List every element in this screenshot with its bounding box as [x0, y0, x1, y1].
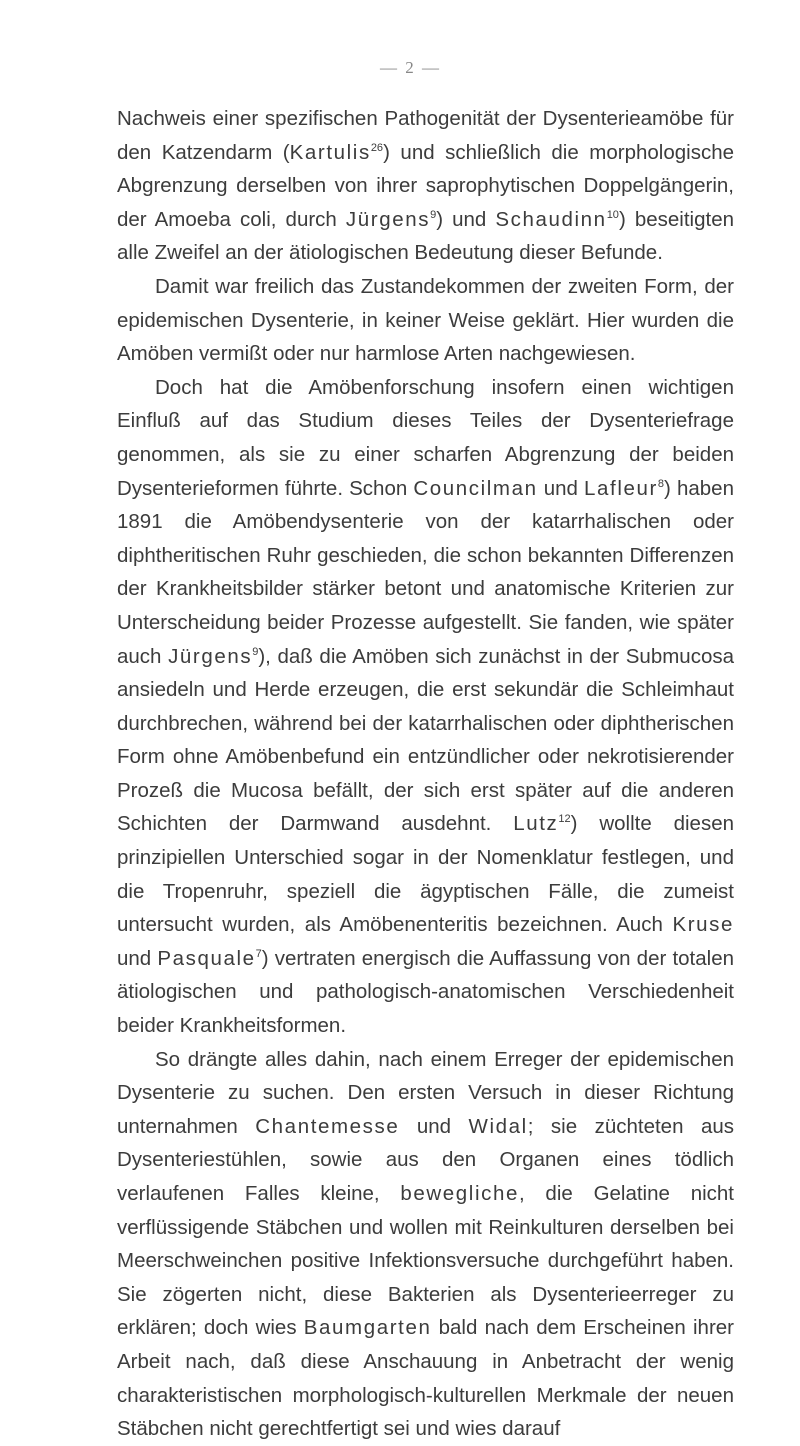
footnote-reference: 7 [255, 947, 262, 960]
paragraph [117, 1043, 734, 1446]
footnote-reference: 10 [606, 208, 619, 221]
text-run: ) vertraten energisch die Auffassung von der totalen ätiologischen und pathologisch-anatomischen Verschiedenheit beider Krankheitsformen. [117, 946, 734, 1038]
text-run: ; sie züchteten aus Dysenteriestühlen, sowie aus den Organen eines tödlich verlaufenen Falles kleine, [117, 1114, 734, 1205]
footnote-reference: 9 [252, 645, 259, 658]
author-name: Councilman [413, 476, 538, 500]
text-run: Damit war freilich das Zustandekommen der zweiten Form, der epidemischen Dysenterie, in keiner Weise geklärt. Hier wurden die Amöben vermißt oder nur harmlose Arten nachgewiesen. [117, 274, 734, 366]
author-name: Jürgens [345, 207, 431, 231]
author-name: Baumgarten [303, 1316, 432, 1340]
page-number: — 2 — [380, 58, 441, 77]
footnote-reference: 26 [370, 141, 384, 154]
author-name: Kartulis [289, 140, 371, 164]
text-run: So drängte alles dahin, nach einem Erreger der epidemischen Dysenterie zu suchen. Den ersten Versuch in dieser Richtung unternahmen [117, 1047, 734, 1138]
paragraph [117, 270, 734, 371]
text-run: ), daß die Amöben sich zunächst in der Submucosa ansiedeln und Herde erzeugen, die erst sekundär die Schleimhaut durchbrechen, während bei der katarrhalischen oder diphtherischen Form ohne Amöbenbefund ein entzündlicher oder nekrotisierender Prozeß die Mucosa befällt, der sich erst später auf die anderen Schichten der Darmwand ausdehnt. [117, 644, 735, 836]
paragraph [117, 102, 734, 270]
text-run: Nachweis einer spezifischen Pathogenität der Dysenterieamöbe für den Katzendarm ( [117, 107, 734, 164]
author-name: Chantemesse [255, 1114, 400, 1138]
text-run: und [537, 476, 585, 500]
text-run: und [117, 946, 158, 970]
author-name: Kruse [672, 913, 734, 937]
text-run: ) und schließlich die morphologische Abgrenzung derselben von ihrer saprophytischen Doppelgängerin, der Amoeba coli, durch [117, 140, 735, 231]
author-name: Pasquale [157, 946, 256, 970]
footnote-reference: 9 [430, 208, 437, 221]
text-run: Doch hat die Amöbenforschung insofern einen wichtigen Einfluß auf das Studium dieses Teiles der Dysenteriefrage genommen, als sie zu einer scharfen Abgrenzung der beiden Dysenterieformen führte. Schon [117, 375, 734, 500]
text-run: ) beseitigten alle Zweifel an der ätiologischen Bedeutung dieser Befunde. [117, 207, 735, 265]
text-run: und [399, 1114, 469, 1138]
author-name: Lutz [513, 812, 559, 836]
body-text [117, 102, 734, 1446]
footnote-reference: 8 [657, 477, 665, 490]
text-run: , die Gelatine nicht verflüssigende Stäbchen und wollen mit Reinkulturen derselben bei Meerschweinchen positive Infektionsversuche durchgeführt haben. Sie zögerten nicht, diese Bakterien als Dysenterieerreger zu erklären; doch wies [117, 1182, 734, 1340]
author-name: Schaudinn [495, 207, 607, 231]
text-run: ) und [436, 207, 496, 231]
author-name: Widal [468, 1114, 528, 1138]
author-name: bewegliche [400, 1182, 519, 1205]
text-run: ) haben 1891 die Amöbendysenterie von der katarrhalischen oder diphtheritischen Ruhr geschieden, die schon bekannten Differenzen der Krankheitsbilder stärker betont und anatomische Kriterien zur Unterscheidung beider Prozesse aufgestellt. Sie fanden, wie später auch [117, 476, 734, 668]
footnote-reference: 12 [558, 813, 571, 826]
text-run: bald nach dem Erscheinen ihrer Arbeit nach, daß diese Anschauung in Anbetracht der wenig charakteristischen morphologisch-kulturellen Merkmale der neuen Stäbchen nicht gerechtfertigt sei und wies darauf [117, 1316, 735, 1441]
author-name: Jürgens [168, 644, 253, 668]
text-run: ) wollte diesen prinzipiellen Unterschied sogar in der Nomenklatur festlegen, und die Tropenruhr, speziell die ägyptischen Fälle, die zumeist untersucht wurden, als Amöbenenteritis bezeichnen. Auch [117, 812, 734, 937]
paragraph [117, 371, 734, 1043]
author-name: Lafleur [584, 476, 658, 500]
